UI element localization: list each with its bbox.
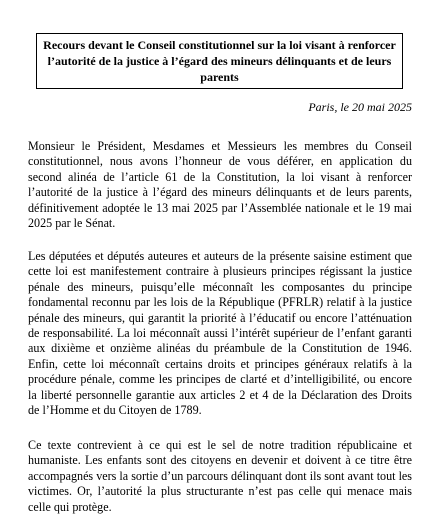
place-date: Paris, le 20 mai 2025 (308, 100, 412, 114)
paragraph-arguments: Les députées et députés auteures et auteurs de la présente saisine estiment que cette loi est manifestement contraire à plusieurs principes régissant la justice pénale des mineurs, puisqu’elle méconnaît les composantes du principe fondamental reconnu par les lois de la République (PFRLR) relatif à la justice pénale des mineurs, qui garantit la priorité à l’éducatif ou encore l’atténuation de responsabilité. La loi méconnaît aussi l’intérêt supérieur de l’enfant garanti aux dixième et onzième alinéas du préambule de la Constitution de 1946. Enfin, cette loi méconnaît certains droits et principes généraux relatifs à la procédure pénale, comme les principes de clarté et d’intelligibilité, ou encore la liberté personnelle garantie aux articles 2 et 4 de la Déclaration des Droits de l’Homme et du Citoyen de 1789. (28, 249, 412, 418)
paragraph-introduction: Monsieur le Président, Mesdames et Messieurs les membres du Conseil constitutionnel, nous avons l’honneur de vous déférer, en application du second alinéa de l’article 61 de la Constitution, la loi visant à renforcer l’autorité de la justice à l’égard des mineurs délinquants et de leurs parents, définitivement adoptée le 13 mai 2025 par l’Assemblée nationale et le 19 mai 2025 par le Sénat. (28, 139, 412, 231)
document-title: Recours devant le Conseil constitutionnel sur la loi visant à renforcer l’autorité de la justice à l’égard des mineurs délinquants et de leurs parents (36, 33, 403, 89)
paragraph-conclusion: Ce texte contrevient à ce qui est le sel de notre tradition républicaine et humaniste. Les enfants sont des citoyens en devenir et doivent à ce titre être accompagnés vers la sortie d’un parcours délinquant dont ils sont avant tout les victimes. Or, l’autorité la plus structurante n’est pas celle qui menace mais celle qui protège. (28, 438, 412, 514)
